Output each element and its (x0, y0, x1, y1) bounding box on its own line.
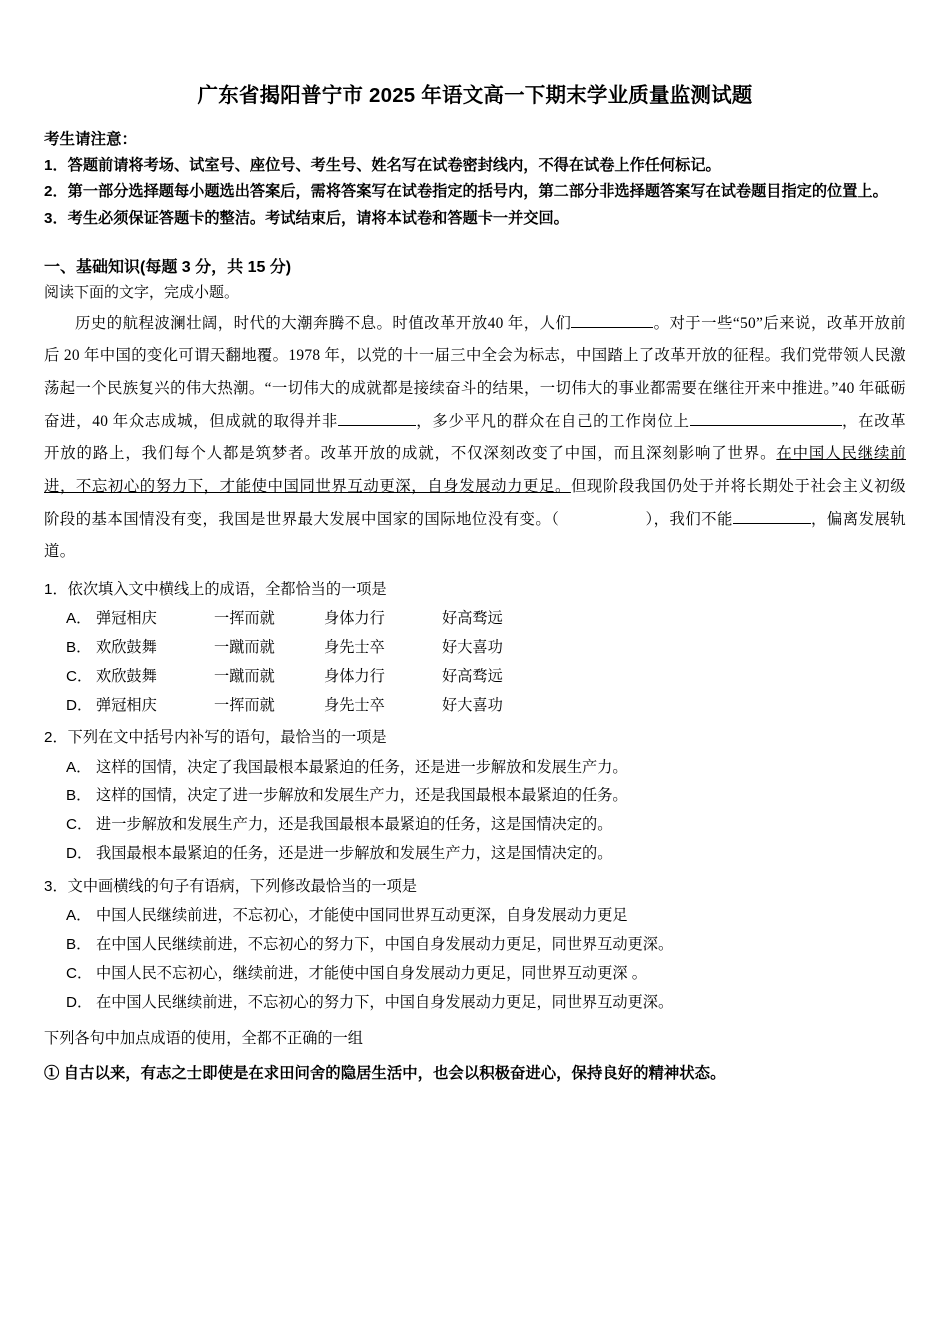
passage-part-4: ，在改革开放的路上，我们每个人都是筑梦者。改革开放的成就，不仅深刻改变了中国，而且深刻影响了世界。 (44, 412, 906, 463)
option-row[interactable] (44, 695, 906, 718)
option-label: D． (66, 696, 93, 714)
option-row[interactable] (44, 843, 906, 866)
option-col-2: 一挥而就 (214, 610, 275, 628)
passage-part-3: ，多少平凡的群众在自己的工作岗位上 (415, 412, 690, 430)
section-instruction: 阅读下面的文字，完成小题。 (44, 283, 240, 301)
option-text: 在中国人民继续前进，不忘初心的努力下，中国自身发展动力更足，同世界互动更深。 (96, 935, 674, 953)
question-stem (44, 726, 906, 750)
option-col-2: 一蹴而就 (214, 638, 275, 656)
tail-item: ① 自古以来，有志之士即使是在求田问舍的隐居生活中，也会以积极奋进心，保持良好的精神状态。 (44, 1065, 726, 1083)
fill-blank (733, 523, 811, 524)
option-label: A． (66, 610, 92, 628)
option-text: 这样的国情，决定了进一步解放和发展生产力，还是我国最根本最紧迫的任务。 (96, 787, 628, 805)
option-row[interactable] (44, 992, 906, 1015)
page-content (44, 82, 906, 1087)
option-label: C． (66, 667, 93, 685)
passage-underlined-sentence: 在中国人民继续前进，不忘初心的努力下，才能使中国同世界互动更深，自身发展动力更足。 (44, 445, 906, 495)
question-stem (44, 578, 906, 602)
option-label: C． (66, 964, 93, 982)
notice-item: 1．答题前请将考场、试室号、座位号、考生号、姓名写在试卷密封线内，不得在试卷上作任何标记。 (44, 156, 721, 174)
option-label: A． (66, 758, 92, 776)
option-col-4: 好大喜功 (442, 696, 503, 714)
option-label: C． (66, 816, 93, 834)
option-label: B． (66, 787, 92, 805)
question-number: 1． (44, 580, 68, 598)
option-row[interactable] (44, 608, 906, 631)
option-row[interactable] (44, 666, 906, 689)
notice-item: 2．第一部分选择题每小题选出答案后，需将答案写在试卷指定的括号内，第二部分非选择题答案写在试卷题目指定的位置上。 (44, 183, 888, 201)
section-heading: 一、基础知识(每题 3 分，共 15 分) (44, 258, 292, 276)
option-col-1: 弹冠相庆 (96, 696, 157, 714)
option-col-2: 一挥而就 (214, 696, 275, 714)
option-col-1: 欢欣鼓舞 (96, 638, 157, 656)
option-label: B． (66, 638, 92, 656)
option-label: D． (66, 845, 93, 863)
question-text: 文中画横线的句子有语病，下列修改最恰当的一项是 (67, 877, 417, 895)
option-text: 这样的国情，决定了我国最根本最紧迫的任务，还是进一步解放和发展生产力。 (96, 758, 628, 776)
fill-blank (338, 425, 416, 426)
passage-part-7: ），我们不能 (645, 510, 733, 528)
option-label: A． (66, 907, 92, 925)
option-col-4: 好高骛远 (442, 610, 503, 628)
reading-passage (44, 308, 906, 569)
option-row[interactable] (44, 785, 906, 808)
option-col-3: 身先士卒 (324, 638, 385, 656)
question-text: 依次填入文中横线上的成语，全都恰当的一项是 (67, 580, 387, 598)
option-row[interactable] (44, 963, 906, 986)
question-number: 3． (44, 877, 68, 895)
option-col-1: 欢欣鼓舞 (96, 667, 157, 685)
option-row[interactable] (44, 757, 906, 780)
option-row[interactable] (44, 814, 906, 837)
fill-blank (690, 425, 772, 426)
option-row[interactable] (44, 637, 906, 660)
notice-heading: 考生请注意： (44, 130, 138, 148)
option-row[interactable] (44, 905, 906, 928)
fill-blank (772, 425, 842, 426)
passage-part-1: 历史的航程波澜壮阔，时代的大潮奔腾不息。时值改革开放40 年，人们 (74, 314, 572, 332)
fill-blank (571, 327, 653, 328)
passage-part-2: 。对于一些“50”后来说，改革开放前后 20 年中国的变化可谓天翻地覆。1978 年，以党的十一届三中全会为标志，中国踏上了改革开放的征程。我们党带领人民激荡起一个民族复兴的伟大热潮。“一切伟大的成就都是接续奋斗的结果，一切伟大的事业都需要在继往开来中推进。”40 年砥砺奋进，40 年众志成城，但成就的取得并非 (44, 314, 907, 430)
page-title: 广东省揭阳普宁市 2025 年语文高一下期末学业质量监测试题 (197, 84, 753, 107)
option-label: D． (66, 993, 93, 1011)
option-text: 在中国人民继续前进，不忘初心的努力下，中国自身发展动力更足，同世界互动更深。 (96, 993, 674, 1011)
question-text: 下列在文中括号内补写的语句，最恰当的一项是 (67, 729, 387, 747)
question-number: 2． (44, 729, 68, 747)
passage-part-8: ，偏离发展轨道。 (44, 510, 906, 561)
option-col-2: 一蹴而就 (214, 667, 275, 685)
question-stem (44, 875, 906, 899)
option-text: 中国人民继续前进，不忘初心，才能使中国同世界互动更深，自身发展动力更足 (96, 907, 628, 925)
option-text: 我国最根本最紧迫的任务，还是进一步解放和发展生产力，这是国情决定的。 (96, 845, 613, 863)
option-text: 中国人民不忘初心，继续前进，才能使中国自身发展动力更足，同世界互动更深 。 (96, 964, 647, 982)
option-label: B． (66, 935, 92, 953)
option-text: 进一步解放和发展生产力，还是我国最根本最紧迫的任务，这是国情决定的。 (96, 816, 613, 834)
option-col-4: 好大喜功 (442, 638, 503, 656)
option-col-1: 弹冠相庆 (96, 610, 157, 628)
option-row[interactable] (44, 934, 906, 957)
option-col-3: 身先士卒 (324, 696, 385, 714)
option-col-4: 好高骛远 (442, 667, 503, 685)
notice-item: 3．考生必须保证答题卡的整洁。考试结束后，请将本试卷和答题卡一并交回。 (44, 209, 569, 227)
tail-prompt: 下列各句中加点成语的使用，全都不正确的一组 (44, 1030, 363, 1048)
option-col-3: 身体力行 (324, 667, 385, 685)
passage-part-6: 但现阶段我国仍处于并将长期处于社会主义初级阶段的基本国情没有变，我国是世界最大发展中国家的国际地位没有变。（ (44, 477, 906, 528)
option-col-3: 身体力行 (324, 610, 385, 628)
